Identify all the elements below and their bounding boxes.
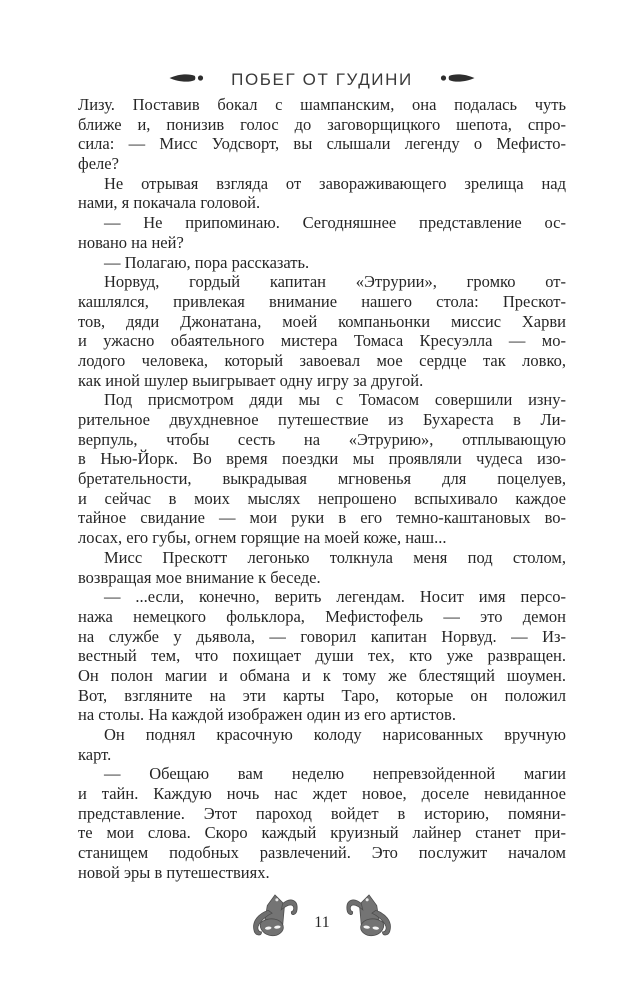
tapered-dash-right-icon: [439, 71, 475, 89]
page-footer: [0, 889, 644, 949]
text-line: представление. Этот пароход войдет в историю, помяни-: [78, 803, 566, 823]
text-line: станищем подобных развлечений. Это послужит началом: [78, 843, 566, 863]
text-line: на службе у дьявола, — говорил капитан Норвуд. — Из-: [78, 626, 566, 646]
text-line: нами, я покачала головой.: [78, 193, 261, 213]
jester-right-icon: [345, 892, 395, 949]
text-line: феле?: [78, 154, 119, 174]
text-line: тов, дяди Джонатана, моей компаньонки миссис Харви: [78, 311, 566, 331]
page-number: 11: [314, 914, 330, 931]
text-line: и ужасно обаятельного мистера Томаса Кресуэлла — мо-: [78, 331, 566, 351]
text-line: тайное свидание — мои руки в его темно-каштановых во-: [78, 508, 566, 528]
text-line: карт.: [78, 744, 112, 764]
running-head: [0, 70, 644, 90]
text-line: бретательности, выкрадывая мгновенья для поцелуев,: [78, 469, 566, 489]
text-line: — Полагаю, пора рассказать.: [104, 252, 310, 272]
text-line: на столы. На каждой изображен один из его артистов.: [78, 705, 456, 725]
text-line: Он полон магии и обмана и к тому же блестящий шоумен.: [78, 665, 566, 685]
text-line: Вот, взгляните на эти карты Таро, которые он положил: [78, 685, 566, 705]
text-line: — Не припоминаю. Сегодняшнее представление ос-: [104, 213, 566, 233]
body-text: [78, 95, 566, 883]
text-line: и сейчас в моих мыслях непрошено вспыхивало каждое: [78, 488, 566, 508]
jester-left-icon: [249, 892, 299, 949]
text-line: Мисс Прескотт легонько толкнула меня под столом,: [104, 547, 566, 567]
text-line: сила: — Мисс Уодсворт, вы слышали легенду о Мефисто-: [78, 134, 566, 154]
text-line: верпуль, чтобы сесть на «Этрурию», отплывающую: [78, 429, 566, 449]
text-line: — Обещаю вам неделю непревзойденной магии: [104, 764, 566, 784]
text-line: Он поднял красочную колоду нарисованных вручную: [104, 725, 566, 744]
text-line: Норвуд, гордый капитан «Этрурии», громко от-: [104, 272, 566, 292]
text-line: новой эры в путешествиях.: [78, 862, 270, 882]
text-line: вестный тем, что похищает души тех, кто уже развращен.: [78, 646, 566, 666]
text-line: лодого человека, который завоевал мое сердце так ловко,: [78, 350, 566, 370]
text-line: те мои слова. Скоро каждый круизный лайнер станет при-: [78, 823, 566, 843]
text-line: новано на ней?: [78, 232, 184, 252]
text-line: в Нью-Йорк. Во время поездки мы проявляли чудеса изо-: [78, 449, 566, 469]
text-line: ближе и, понизив голос до заговорщицкого шепота, спро-: [78, 114, 566, 134]
text-line: кашлялся, привлекая внимание нашего стола: Прескот-: [78, 291, 566, 311]
text-line: как иной шулер выигрывает одну игру за другой.: [78, 370, 424, 390]
chapter-title: ПОБЕГ ОТ ГУДИНИ: [231, 70, 413, 89]
text-line: Лизу. Поставив бокал с шампанским, она подалась чуть: [78, 95, 566, 114]
text-line: Под присмотром дяди мы с Томасом совершили изну-: [104, 390, 566, 410]
text-line: возвращая мое внимание к беседе.: [78, 567, 321, 587]
text-line: рительное двухдневное путешествие из Бухареста в Ли-: [78, 410, 566, 429]
text-line: Не отрывая взгляда от завораживающего зрелища над: [104, 173, 566, 193]
text-line: и тайн. Каждую ночь нас ждет новое, доселе невиданное: [78, 784, 566, 804]
text-line: — ...если, конечно, верить легендам. Носит имя персо-: [104, 587, 566, 607]
tapered-dash-left-icon: [169, 71, 205, 89]
text-line: нажа немецкого фольклора, Мефистофель — это демон: [78, 606, 566, 626]
text-line: лосах, его губы, огнем горящие на моей коже, наш...: [78, 528, 447, 548]
